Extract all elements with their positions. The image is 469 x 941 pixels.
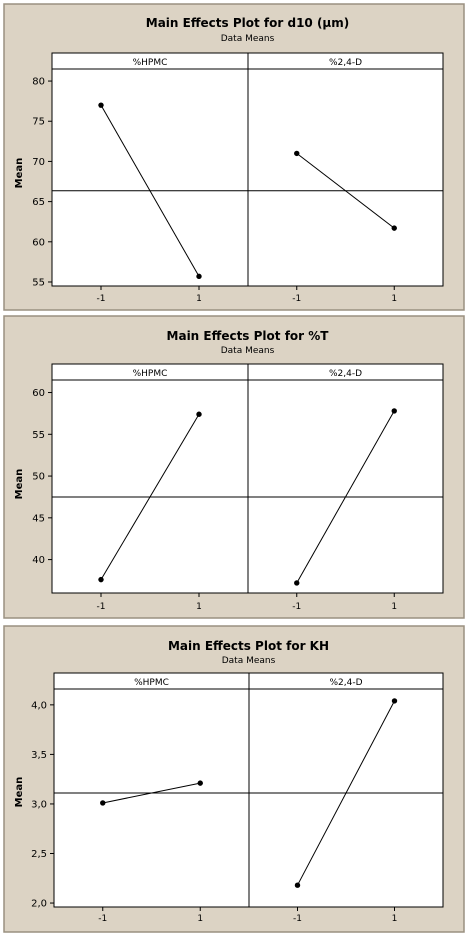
x-tick-label: 1 <box>391 914 398 924</box>
y-tick-label: 50 <box>32 471 45 483</box>
panel-strip-label: %2,4-D <box>328 58 363 68</box>
data-point <box>392 698 397 703</box>
data-point <box>294 151 299 156</box>
y-tick-label: 55 <box>32 277 45 289</box>
y-axis-label: Mean <box>14 468 25 500</box>
data-point <box>100 800 105 805</box>
x-tick-label: -1 <box>292 294 302 304</box>
y-axis-label: Mean <box>14 776 25 808</box>
chart-2 <box>4 316 464 618</box>
y-tick-label: 3,0 <box>31 799 47 811</box>
data-point <box>392 408 397 413</box>
chart-title: Main Effects Plot for %T <box>166 329 329 343</box>
data-point <box>196 274 201 279</box>
y-tick-label: 55 <box>32 429 45 441</box>
x-tick-label: 1 <box>391 602 398 612</box>
y-tick-label: 2,5 <box>31 848 47 860</box>
chart-title: Main Effects Plot for d10 (µm) <box>145 16 350 30</box>
chart-subtitle: Data Means <box>220 346 275 356</box>
x-tick-label: -1 <box>293 914 302 924</box>
data-point <box>98 102 103 107</box>
y-tick-label: 3,5 <box>31 749 47 761</box>
y-tick-label: 45 <box>32 513 45 525</box>
x-tick-label: -1 <box>96 294 106 304</box>
x-tick-label: -1 <box>96 602 106 612</box>
y-tick-label: 60 <box>32 388 45 400</box>
y-tick-label: 40 <box>32 555 45 567</box>
panel-strip-label: %HPMC <box>132 58 168 68</box>
x-tick-label: 1 <box>196 294 202 304</box>
y-tick-label: 65 <box>32 197 45 209</box>
x-tick-label: 1 <box>196 602 202 612</box>
x-tick-label: -1 <box>98 914 108 924</box>
y-tick-label: 60 <box>32 237 45 249</box>
x-tick-label: -1 <box>292 602 302 612</box>
data-point <box>392 225 397 230</box>
panel-strip-label: %2,4-D <box>328 369 363 379</box>
chart-subtitle: Data Means <box>220 34 275 44</box>
data-point <box>295 883 300 888</box>
y-tick-label: 70 <box>32 156 45 168</box>
chart-subtitle: Data Means <box>221 656 276 666</box>
y-tick-label: 4,0 <box>31 700 47 712</box>
data-point <box>294 580 299 585</box>
chart-title: Main Effects Plot for KH <box>167 639 330 653</box>
data-point <box>98 577 103 582</box>
y-tick-label: 2,0 <box>31 898 47 910</box>
data-point <box>196 412 201 417</box>
data-point <box>198 780 203 785</box>
x-tick-label: 1 <box>391 294 398 304</box>
x-tick-label: 1 <box>197 914 204 924</box>
y-axis-label: Mean <box>14 157 25 189</box>
panel-strip-label: %HPMC <box>132 369 168 379</box>
y-tick-label: 80 <box>32 76 45 88</box>
y-tick-label: 75 <box>32 116 45 128</box>
panel-strip-label: %2,4-D <box>329 678 363 688</box>
panel-strip-label: %HPMC <box>134 678 169 688</box>
chart-3 <box>4 626 464 932</box>
chart-1 <box>4 4 464 310</box>
